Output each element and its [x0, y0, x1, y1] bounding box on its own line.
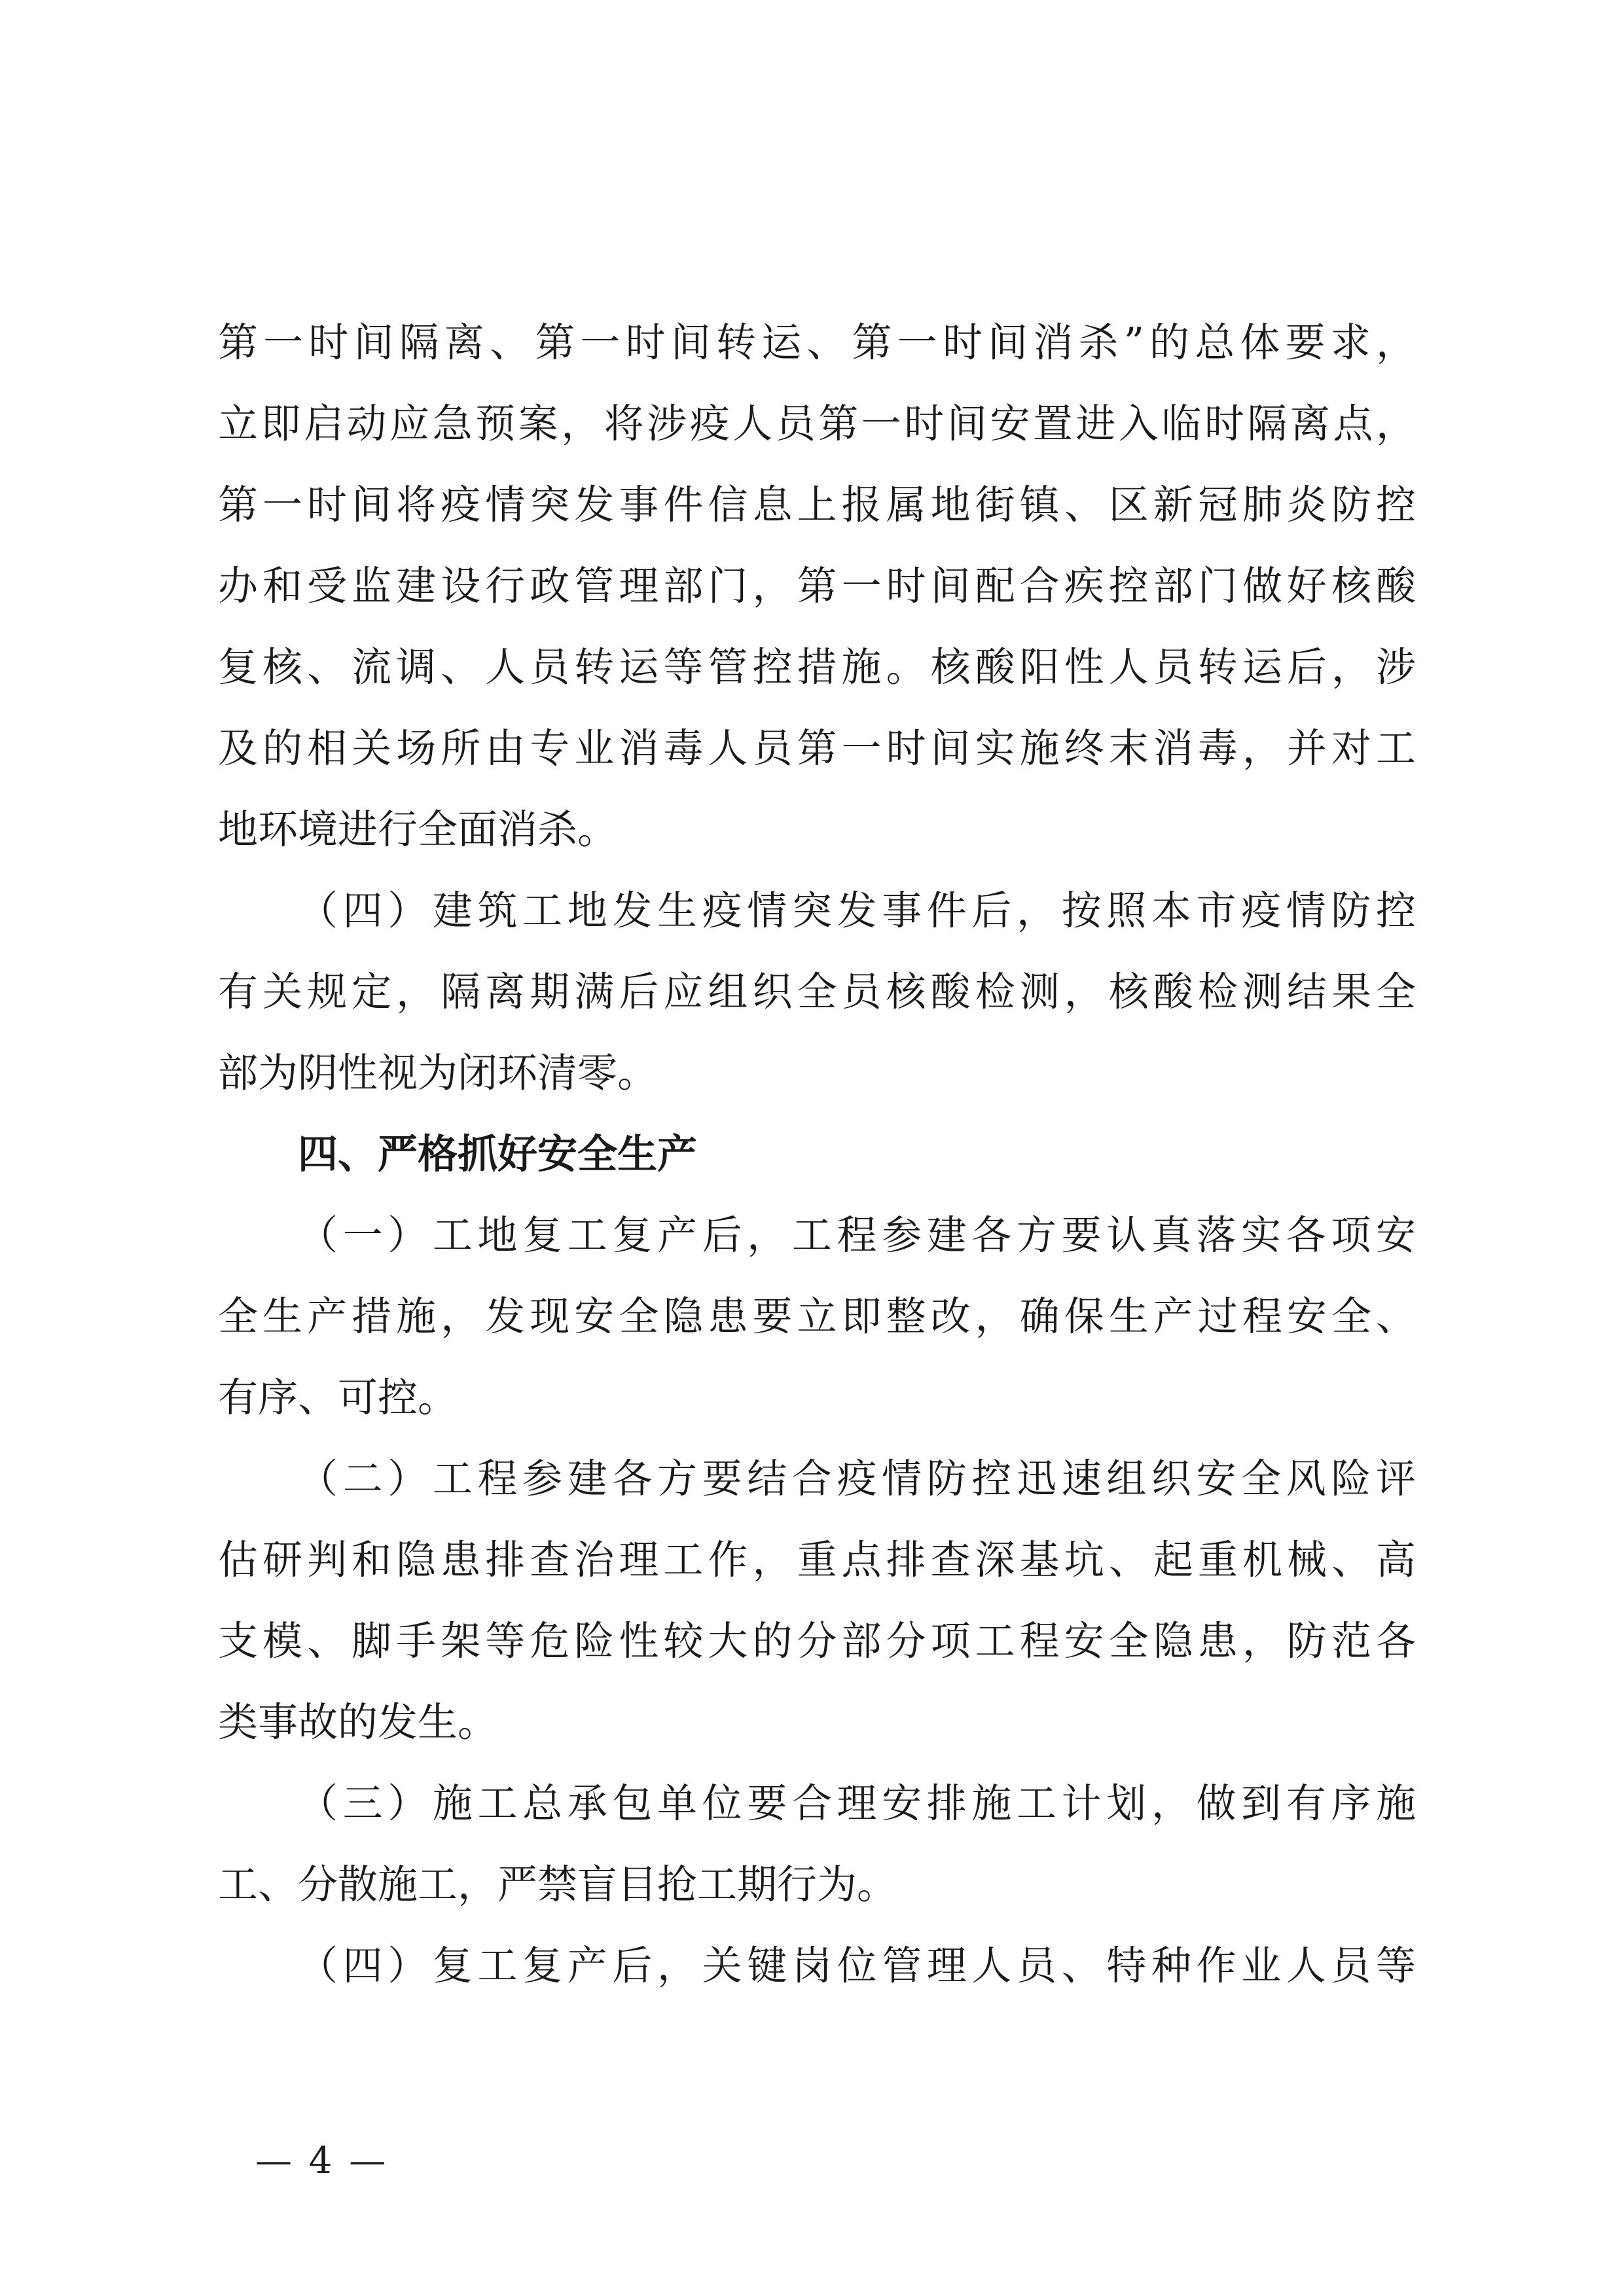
text-line: 复核、流调、人员转运等管控措施。核酸阳性人员转运后，涉 — [218, 644, 1416, 691]
text-line: 工、分散施工，严禁盲目抢工期行为。 — [218, 1861, 897, 1908]
section-heading: 四、严格抓好安全生产 — [298, 1131, 698, 1177]
text-line: 有关规定，隔离期满后应组织全员核酸检测，核酸检测结果全 — [218, 969, 1416, 1015]
text-line: 办和受监建设行政管理部门，第一时间配合疾控部门做好核酸 — [218, 563, 1416, 609]
paragraph-start: （四）复工复产后，关键岗位管理人员、特种作业人员等 — [298, 1943, 1416, 1989]
paragraph-start: （一）工地复工复产后，工程参建各方要认真落实各项安 — [298, 1212, 1416, 1259]
text-line: 立即启动应急预案，将涉疫人员第一时间安置进入临时隔离点， — [218, 401, 1416, 447]
page-number: — 4 — — [255, 2140, 389, 2182]
text-line: 及的相关场所由专业消毒人员第一时间实施终末消毒，并对工 — [218, 725, 1416, 772]
text-line: 类事故的发生。 — [218, 1699, 498, 1746]
paragraph-start: （二）工程参建各方要结合疫情防控迅速组织安全风险评 — [298, 1456, 1416, 1502]
text-line: 第一时间隔离、第一时间转运、第一时间消杀”的总体要求， — [218, 319, 1416, 366]
text-line: 支模、脚手架等危险性较大的分部分项工程安全隐患，防范各 — [218, 1618, 1416, 1664]
text-line: 部为阴性视为闭环清零。 — [218, 1050, 658, 1096]
paragraph-start: （三）施工总承包单位要合理安排施工计划，做到有序施 — [298, 1780, 1416, 1827]
text-line: 估研判和隐患排查治理工作，重点排查深基坑、起重机械、高 — [218, 1537, 1416, 1583]
text-line: 有序、可控。 — [218, 1374, 458, 1421]
text-line: 地环境进行全面消杀。 — [218, 806, 618, 853]
text-line: 第一时间将疫情突发事件信息上报属地街镇、区新冠肺炎防控 — [218, 482, 1416, 528]
text-line: 全生产措施，发现安全隐患要立即整改，确保生产过程安全、 — [218, 1293, 1416, 1340]
paragraph-start: （四）建筑工地发生疫情突发事件后，按照本市疫情防控 — [298, 888, 1416, 934]
